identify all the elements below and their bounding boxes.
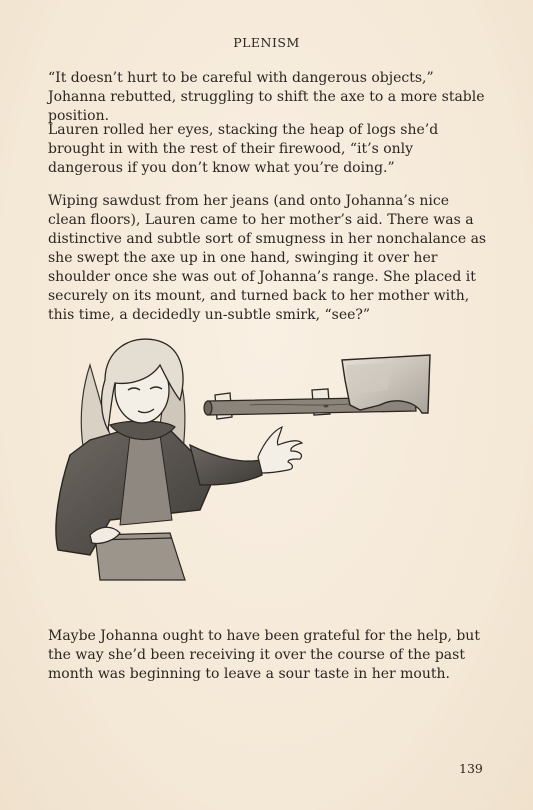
extended-arm	[190, 445, 262, 485]
paragraph-2: Lauren rolled her eyes, stacking the heap of logs she’d brought in with the rest of their firewood, “it’s only dangerous if you don’t know what you’re doing.”	[48, 122, 439, 176]
paragraph-1: “It doesn’t hurt to be careful with dangerous objects,” Johanna rebutted, struggling to shift the axe to a more stable position.	[48, 70, 485, 124]
paragraph-3: Wiping sawdust from her jeans (and onto Johanna’s nice clean floors), Lauren came to her mother’s aid. There was a distinctive and subtle sort of smugness in her nonchalance as she swept the axe up in one hand, swinging it over her shoulder once she was out of Johanna’s range. She placed it securely on its mount, and turned back to her mother with, this time, a decidedly un-subtle smirk, “see?”	[48, 193, 487, 323]
illustration-lauren-with-axe	[50, 335, 450, 585]
paragraph-4: Maybe Johanna ought to have been grateful for the help, but the way she’d been receiving it over the course of the past month was beginning to leave a sour taste in her mouth.	[48, 628, 480, 682]
presenting-hand	[258, 427, 302, 473]
page-number: 139	[459, 761, 483, 776]
running-head: PLENISM	[233, 35, 300, 50]
